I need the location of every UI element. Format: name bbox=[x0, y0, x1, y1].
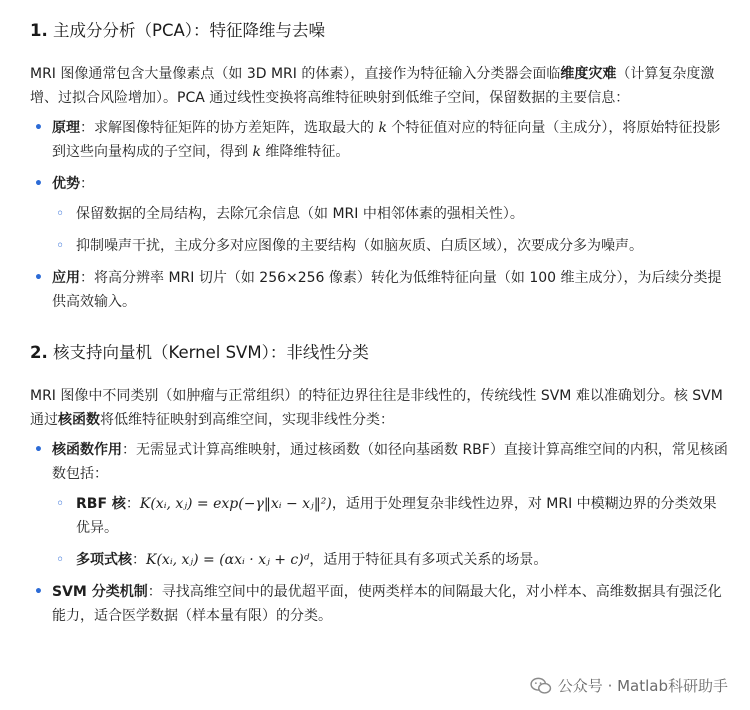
section-1-number: 1. bbox=[30, 21, 48, 40]
item-text: ，适用于特征具有多项式关系的场景。 bbox=[309, 552, 548, 568]
item-term: SVM 分类机制 bbox=[52, 584, 148, 600]
kernel-sublist bbox=[52, 492, 730, 572]
item-term: 优势 bbox=[52, 176, 80, 192]
item-term: 原理 bbox=[52, 120, 80, 136]
section-2-intro bbox=[30, 384, 730, 432]
item-text: ，适用于处理复杂非线性边界，对 MRI 中模糊边界的分类效果优异。 bbox=[76, 496, 717, 536]
item-separator: ： bbox=[80, 120, 94, 136]
section-1-title: 主成分分析（PCA）：特征降维与去噪 bbox=[47, 21, 326, 40]
poly-formula: K(xᵢ, xⱼ) = (αxᵢ · xⱼ + c)ᵈ bbox=[146, 552, 310, 568]
intro-text: MRI 图像通常包含大量像素点（如 3D MRI 的体素），直接作为特征输入分类器会面临 bbox=[30, 66, 561, 82]
list-item-svm-mechanism bbox=[30, 580, 730, 628]
sublist-item-rbf bbox=[52, 492, 730, 540]
item-term: 多项式核 bbox=[76, 552, 132, 568]
item-separator: ： bbox=[80, 270, 94, 286]
watermark-text: 公众号 · Matlab科研助手 bbox=[557, 677, 728, 695]
document-body bbox=[30, 18, 730, 636]
item-term: RBF 核 bbox=[76, 496, 126, 512]
section-2-list bbox=[30, 438, 730, 628]
rbf-formula: K(xᵢ, xⱼ) = exp(−γ‖xᵢ − xⱼ‖²) bbox=[139, 496, 332, 512]
list-item-principle bbox=[30, 116, 730, 164]
item-term: 应用 bbox=[52, 270, 80, 286]
section-2-heading bbox=[30, 340, 730, 366]
intro-text: MRI 图像中不同类别（如肿瘤与正常组织）的特征边界往往是非线性的，传统线性 SVM 难以准确划分。核 SVM 通过 bbox=[30, 388, 723, 428]
item-text: 维降维特征。 bbox=[260, 144, 350, 160]
item-separator: ： bbox=[122, 442, 136, 458]
item-separator: ： bbox=[80, 176, 94, 192]
section-1-heading bbox=[30, 18, 730, 44]
advantages-sublist bbox=[52, 202, 730, 258]
math-var-k: k bbox=[252, 144, 261, 160]
section-1-list bbox=[30, 116, 730, 314]
math-var-k: k bbox=[378, 120, 387, 136]
item-separator: ： bbox=[125, 496, 140, 512]
list-item-kernel-function bbox=[30, 438, 730, 572]
item-text: 无需显式计算高维映射，通过核函数（如径向基函数 RBF）直接计算高维空间的内积，常见核函数包括： bbox=[52, 442, 728, 482]
item-text: 将高分辨率 MRI 切片（如 256×256 像素）转化为低维特征向量（如 100 维主成分），为后续分类提供高效输入。 bbox=[52, 270, 722, 310]
item-text: 个特征值对应的特征向量（主成分），将原始特征投影到这些向量构成的子空间，得到 bbox=[52, 120, 721, 160]
intro-text-cont: 将低维特征映射到高维空间，实现非线性分类： bbox=[100, 412, 394, 428]
wechat-icon bbox=[530, 677, 552, 695]
item-text: 寻找高维空间中的最优超平面，使两类样本的间隔最大化，对小样本、高维数据具有强泛化能力，适合医学数据（样本量有限）的分类。 bbox=[52, 584, 722, 624]
list-item-advantages bbox=[30, 172, 730, 258]
sublist-item-poly bbox=[52, 548, 730, 572]
item-text: 求解图像特征矩阵的协方差矩阵，选取最大的 bbox=[94, 120, 379, 136]
watermark bbox=[530, 675, 728, 696]
sublist-item: ◦ 保留数据的全局结构，去除冗余信息（如 MRI 中相邻体素的强相关性）。 bbox=[52, 202, 730, 226]
item-separator: ： bbox=[132, 552, 146, 568]
section-1-intro bbox=[30, 62, 730, 110]
intro-bold-term: 核函数 bbox=[58, 412, 100, 428]
intro-bold-term: 维度灾难 bbox=[560, 66, 617, 82]
section-2-title: 核支持向量机（Kernel SVM）：非线性分类 bbox=[47, 343, 369, 362]
section-2-number: 2. bbox=[30, 343, 48, 362]
sublist-item: ◦ 抑制噪声干扰，主成分多对应图像的主要结构（如脑灰质、白质区域），次要成分多为噪声。 bbox=[52, 234, 730, 258]
intro-text-cont: （计算复杂度激增、过拟合风险增加）。PCA 通过线性变换将高维特征映射到低维子空间，保留数据的主要信息： bbox=[30, 66, 715, 106]
item-separator: ： bbox=[147, 584, 162, 600]
item-term: 核函数作用 bbox=[52, 442, 122, 458]
list-item-application bbox=[30, 266, 730, 314]
